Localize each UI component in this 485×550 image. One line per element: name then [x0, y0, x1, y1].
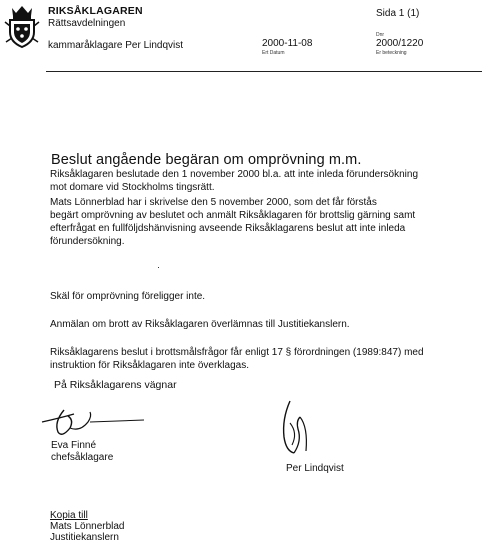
paragraph-1 [50, 168, 418, 194]
paragraph-line: Skäl för omprövning föreligger inte. [50, 291, 206, 302]
crown-emblem-icon [2, 4, 42, 50]
organization-name: RIKSÅKLAGAREN [48, 5, 143, 17]
signature-per-lindqvist [268, 393, 328, 463]
reference-label: Er beteckning [376, 50, 407, 56]
paragraph-line: mot domare vid Stockholms tingsrätt. [50, 182, 215, 193]
paragraph-5 [50, 346, 424, 372]
author-line: kammaråklagare Per Lindqvist [48, 40, 184, 51]
decision-title: Beslut angående begäran om omprövning m.m. [51, 152, 362, 168]
copy-recipient: Justitiekanslern [50, 532, 119, 543]
paragraph-4 [50, 318, 350, 331]
paragraph-line: Riksåklagarens beslut i brottsmålsfrågor får enligt 17 § förordningen (1989:847) med [50, 347, 424, 358]
signer-1-name: Eva Finné [51, 440, 97, 451]
paragraph-2 [50, 196, 415, 248]
paragraph-line: Anmälan om brott av Riksåklagaren överlämnas till Justitiekanslern. [50, 319, 350, 330]
stray-mark [158, 267, 159, 268]
paragraph-line: instruktion för Riksåklagaren inte överklagas. [50, 360, 249, 371]
paragraph-3 [50, 290, 205, 303]
document-date: 2000-11-08 [262, 38, 313, 49]
paragraph-line: Mats Lönnerblad har i skrivelse den 5 november 2000, som det får förstås [50, 197, 377, 208]
paragraph-line: begärt omprövning av beslutet och anmält Riksåklagaren för brottslig gärning samt [50, 210, 416, 221]
paragraph-line: förundersökning. [50, 236, 125, 247]
copy-heading: Kopia till [50, 510, 88, 521]
header-divider [46, 71, 482, 72]
paragraph-line: efterfrågat en fullföljdshänvisning avseende Riksåklagarens beslut att inte inleda [50, 223, 406, 234]
page-number: Sida 1 (1) [376, 8, 420, 19]
department-name: Rättsavdelningen [48, 18, 126, 29]
date-label: Ert Datum [262, 50, 285, 56]
copy-recipient: Mats Lönnerblad [50, 521, 125, 532]
dnr-label: Dnr [376, 32, 385, 38]
signature-eva-finne [40, 398, 150, 443]
paragraph-line: Riksåklagaren beslutade den 1 november 2000 bl.a. att inte inleda förundersökning [50, 169, 419, 180]
signer-2-name: Per Lindqvist [286, 463, 344, 474]
signer-1-role: chefsåklagare [51, 452, 114, 463]
dnr-number: 2000/1220 [376, 38, 424, 49]
closing-line: På Riksåklagarens vägnar [54, 379, 177, 391]
